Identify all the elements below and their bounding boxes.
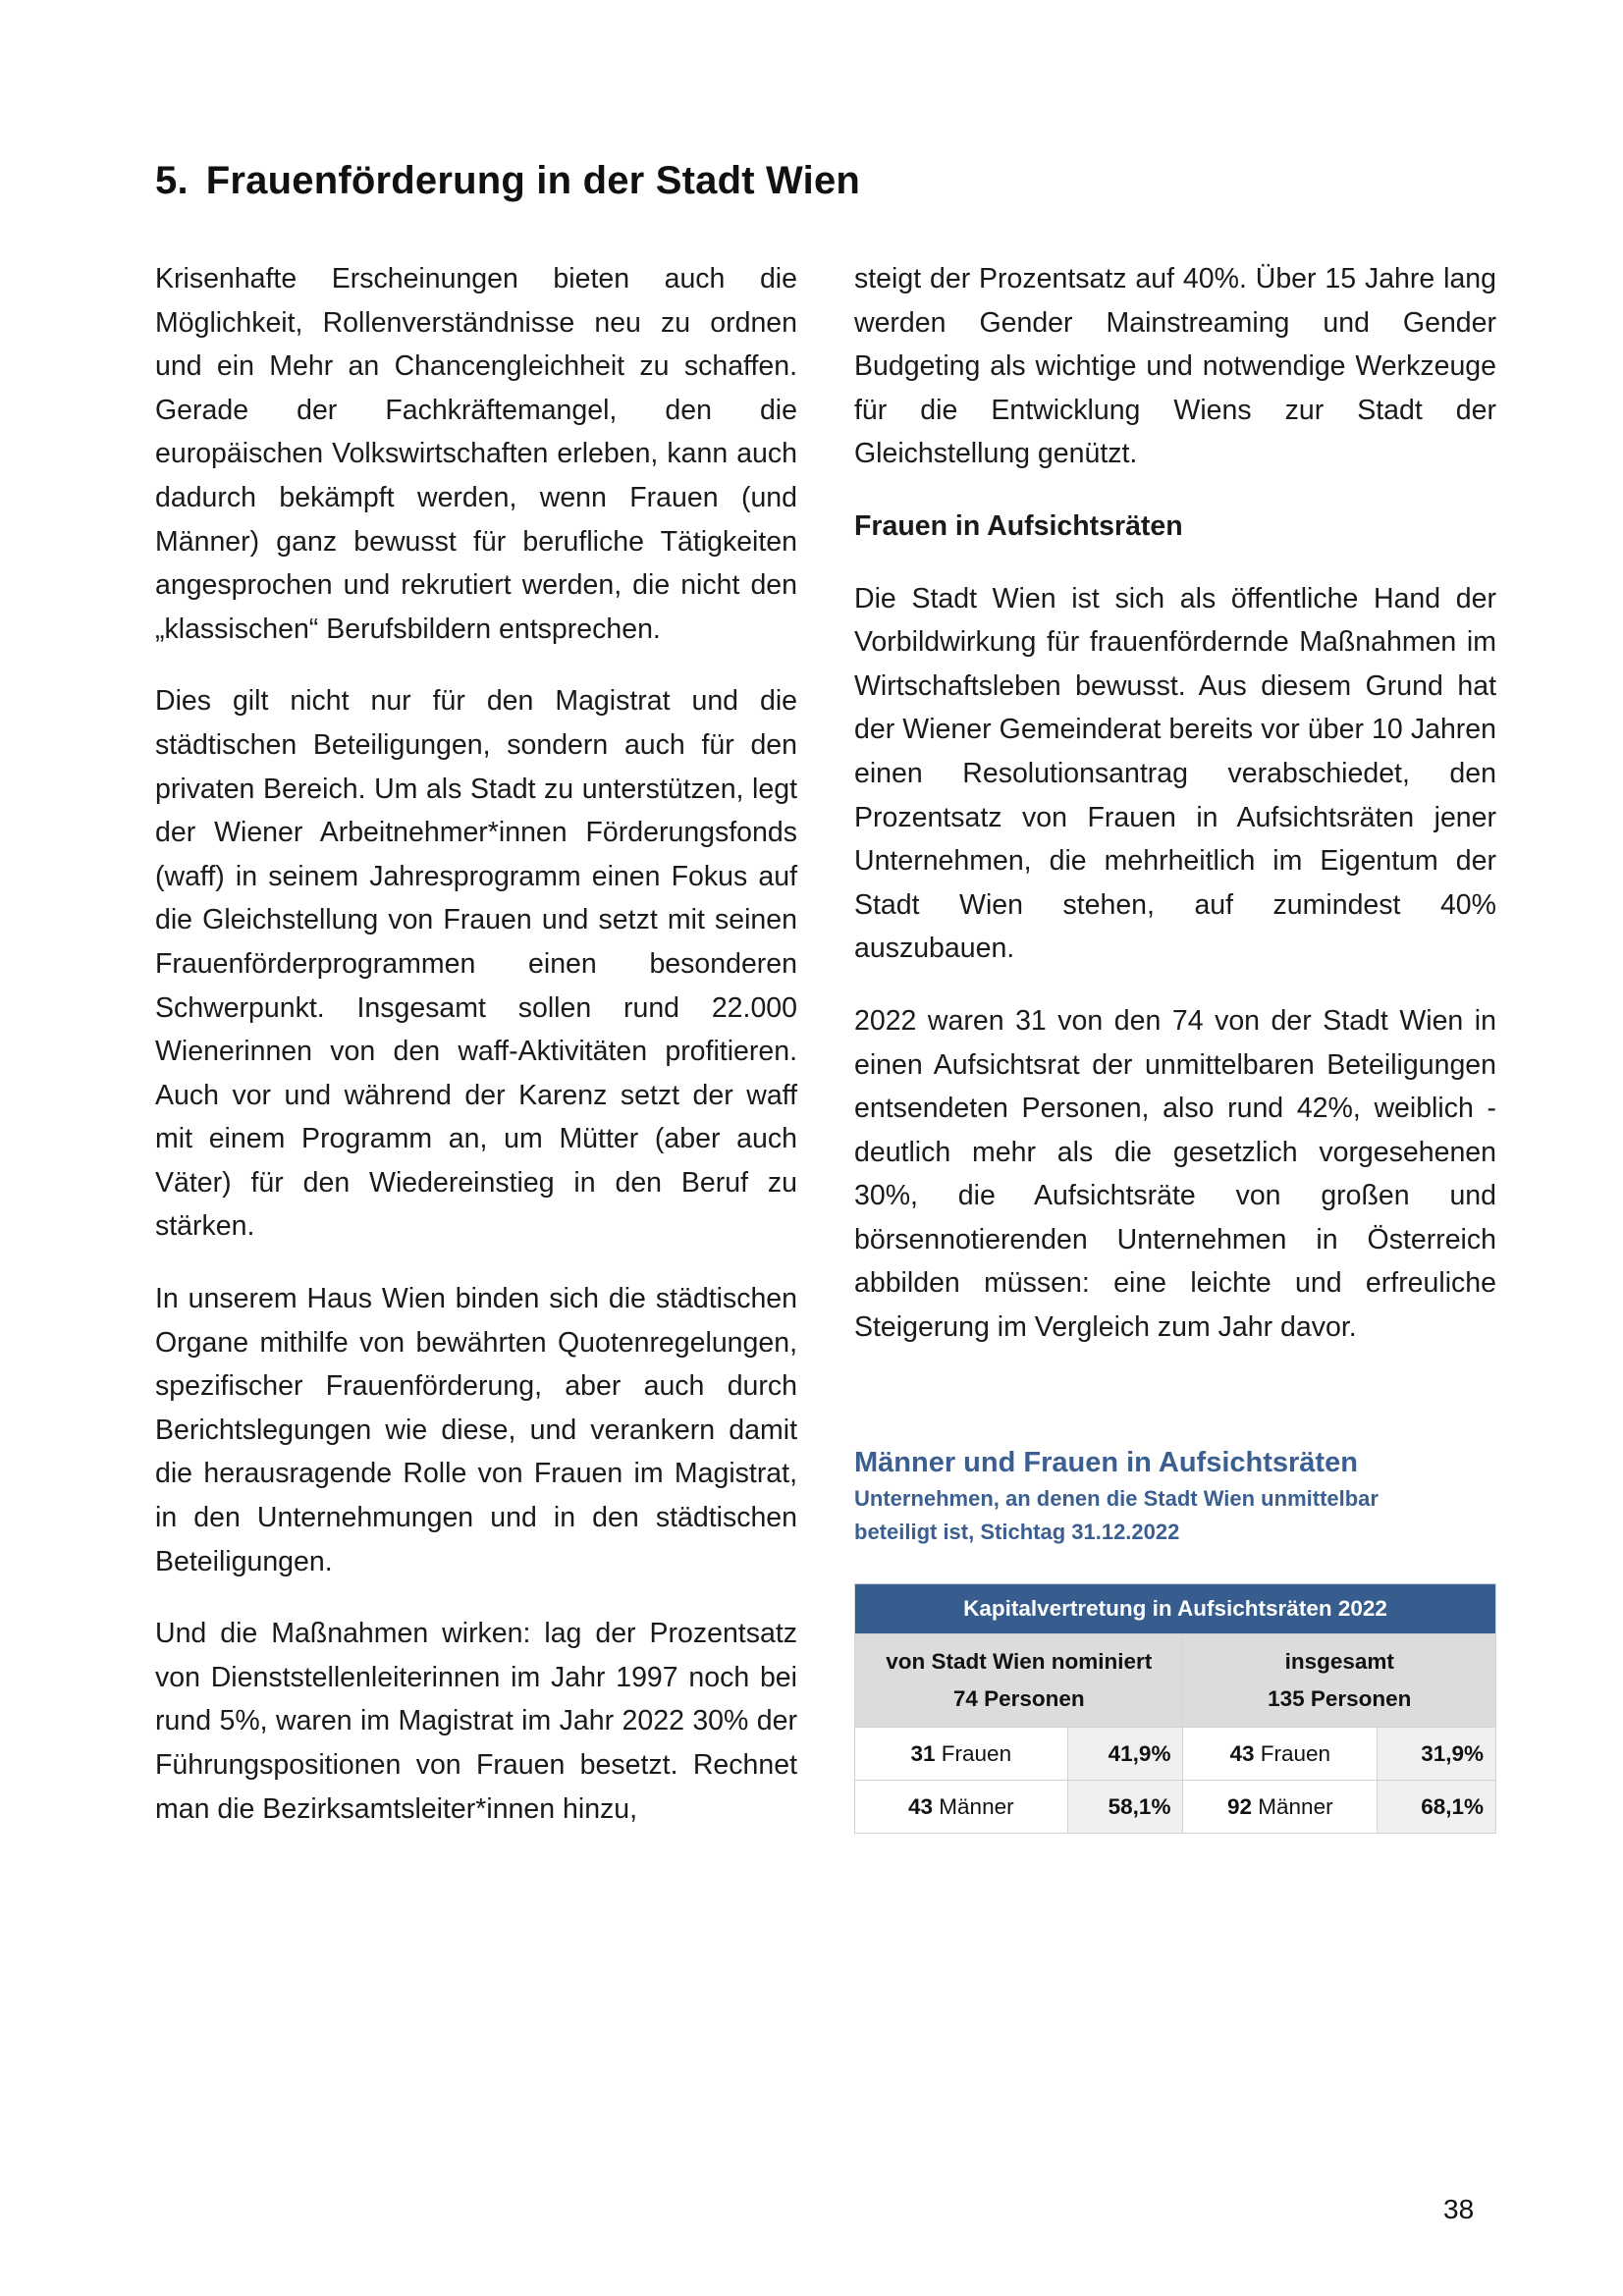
group-header-nominated (855, 1634, 1183, 1728)
page-title (155, 159, 860, 203)
group-total: 135 Personen (1268, 1686, 1412, 1711)
right-column (854, 257, 1496, 1378)
table-subtitle-line1: Unternehmen, an denen die Stadt Wien unmittelbar (854, 1486, 1379, 1511)
cell-gender: Frauen (941, 1740, 1012, 1766)
heading-text: Frauenförderung in der Stadt Wien (205, 159, 861, 202)
paragraph: In unserem Haus Wien binden sich die städtischen Organe mithilfe von bewährten Quotenregelungen, spezifischer Frauenförderung, aber auch durch Berichtslegungen wie diese, und verankern damit die herausragende Rolle von Frauen im Magistrat, in den Unternehmungen und in den städtischen Beteiligungen. (155, 1283, 797, 1577)
table-caption (854, 1443, 1502, 1549)
paragraph: steigt der Prozentsatz auf 40%. Über 15 Jahre lang werden Gender Mainstreaming und Gender Budgeting als wichtige und notwendige Werkzeuge für die Entwicklung Wiens zur Stadt der Gleichstellung genützt. (854, 263, 1496, 470)
table-subtitle-line2: beteiligt ist, Stichtag 31.12.2022 (854, 1520, 1180, 1544)
group-total: 74 Personen (952, 1686, 1085, 1711)
cell-gender: Männer (1258, 1793, 1333, 1819)
cell-count: 31 (910, 1740, 936, 1766)
cell-gender: Männer (939, 1793, 1014, 1819)
cell-percent: 41,9% (1067, 1728, 1183, 1781)
cell-count: 92 (1226, 1793, 1253, 1819)
heading-number: 5. (155, 159, 189, 202)
group-title: insgesamt (1284, 1649, 1394, 1674)
group-header-total (1183, 1634, 1496, 1728)
cell-label (1183, 1781, 1378, 1834)
cell-count: 43 (1229, 1740, 1255, 1766)
table-header: Kapitalvertretung in Aufsichtsräten 2022 (855, 1584, 1496, 1634)
left-column (155, 257, 797, 1859)
cell-gender: Frauen (1260, 1740, 1331, 1766)
section-subheading: Frauen in Aufsichtsräten (854, 509, 1183, 542)
paragraph: Die Stadt Wien ist sich als öffentliche Hand der Vorbildwirkung für frauenfördernde Maßnahmen im Wirtschaftsleben bewusst. Aus diesem Grund hat der Wiener Gemeinderat bereits vor über 10 Jahren einen Resolutionsantrag verabschiedet, den Prozentsatz von Frauen in Aufsichtsräten jener Unternehmen, die mehrheitlich im Eigentum der Stadt Wien stehen, auf zumindest 40% auszubauen. (854, 582, 1496, 965)
cell-percent: 31,9% (1378, 1728, 1496, 1781)
paragraph: Dies gilt nicht nur für den Magistrat und die städtischen Beteiligungen, sondern auch für den privaten Bereich. Um als Stadt zu unterstützen, legt der Wiener Arbeitnehmer*innen Förderungsfonds (waff) in seinem Jahresprogramm einen Fokus auf die Gleichstellung von Frauen und setzt mit seinen Frauenförderprogrammen einen besonderen Schwerpunkt. Insgesamt sollen rund 22.000 Wienerinnen von den waff-Aktivitäten profitieren. Auch vor und während der Karenz setzt der waff mit einem Programm an, um Mütter (aber auch Väter) für den Wiedereinstieg in den Beruf zu stärken. (155, 685, 797, 1243)
table-row (855, 1781, 1496, 1834)
group-title: von Stadt Wien nominiert (886, 1649, 1153, 1674)
cell-count: 43 (908, 1793, 934, 1819)
cell-label (855, 1781, 1068, 1834)
paragraph: 2022 waren 31 von den 74 von der Stadt Wien in einen Aufsichtsrat der unmittelbaren Beteiligungen entsendeten Personen, also rund 42%, weiblich - deutlich mehr als die gesetzlich vorgesehenen 30%, die Aufsichtsräte von großen und börsennotierenden Unternehmen in Österreich abbilden müssen: eine leichte und erfreuliche Steigerung im Vergleich zum Jahr davor. (854, 1004, 1496, 1344)
cell-percent: 58,1% (1067, 1781, 1183, 1834)
paragraph: Und die Maßnahmen wirken: lag der Prozentsatz von Dienststellenleiterinnen im Jahr 1997 noch bei rund 5%, waren im Magistrat im Jahr 2022 30% der Führungspositionen von Frauen besetzt. Rechnet man die Bezirksamtsleiter*innen hinzu, (155, 1618, 797, 1825)
page-number: 38 (1443, 2194, 1475, 2224)
table-row (855, 1728, 1496, 1781)
cell-label (1183, 1728, 1378, 1781)
cell-label (855, 1728, 1068, 1781)
supervisory-board-table (854, 1583, 1496, 1834)
paragraph: Krisenhafte Erscheinungen bieten auch die Möglichkeit, Rollenverständnisse neu zu ordnen und ein Mehr an Chancengleichheit zu schaffen. Gerade der Fachkräftemangel, den die europäischen Volkswirtschaften erleben, kann auch dadurch bekämpft werden, wenn Frauen (und Männer) ganz bewusst für berufliche Tätigkeiten angesprochen und rekrutiert werden, die nicht den „klassischen“ Berufsbildern entsprechen. (155, 263, 797, 645)
table-title: Männer und Frauen in Aufsichtsräten (854, 1447, 1358, 1478)
cell-percent: 68,1% (1378, 1781, 1496, 1834)
